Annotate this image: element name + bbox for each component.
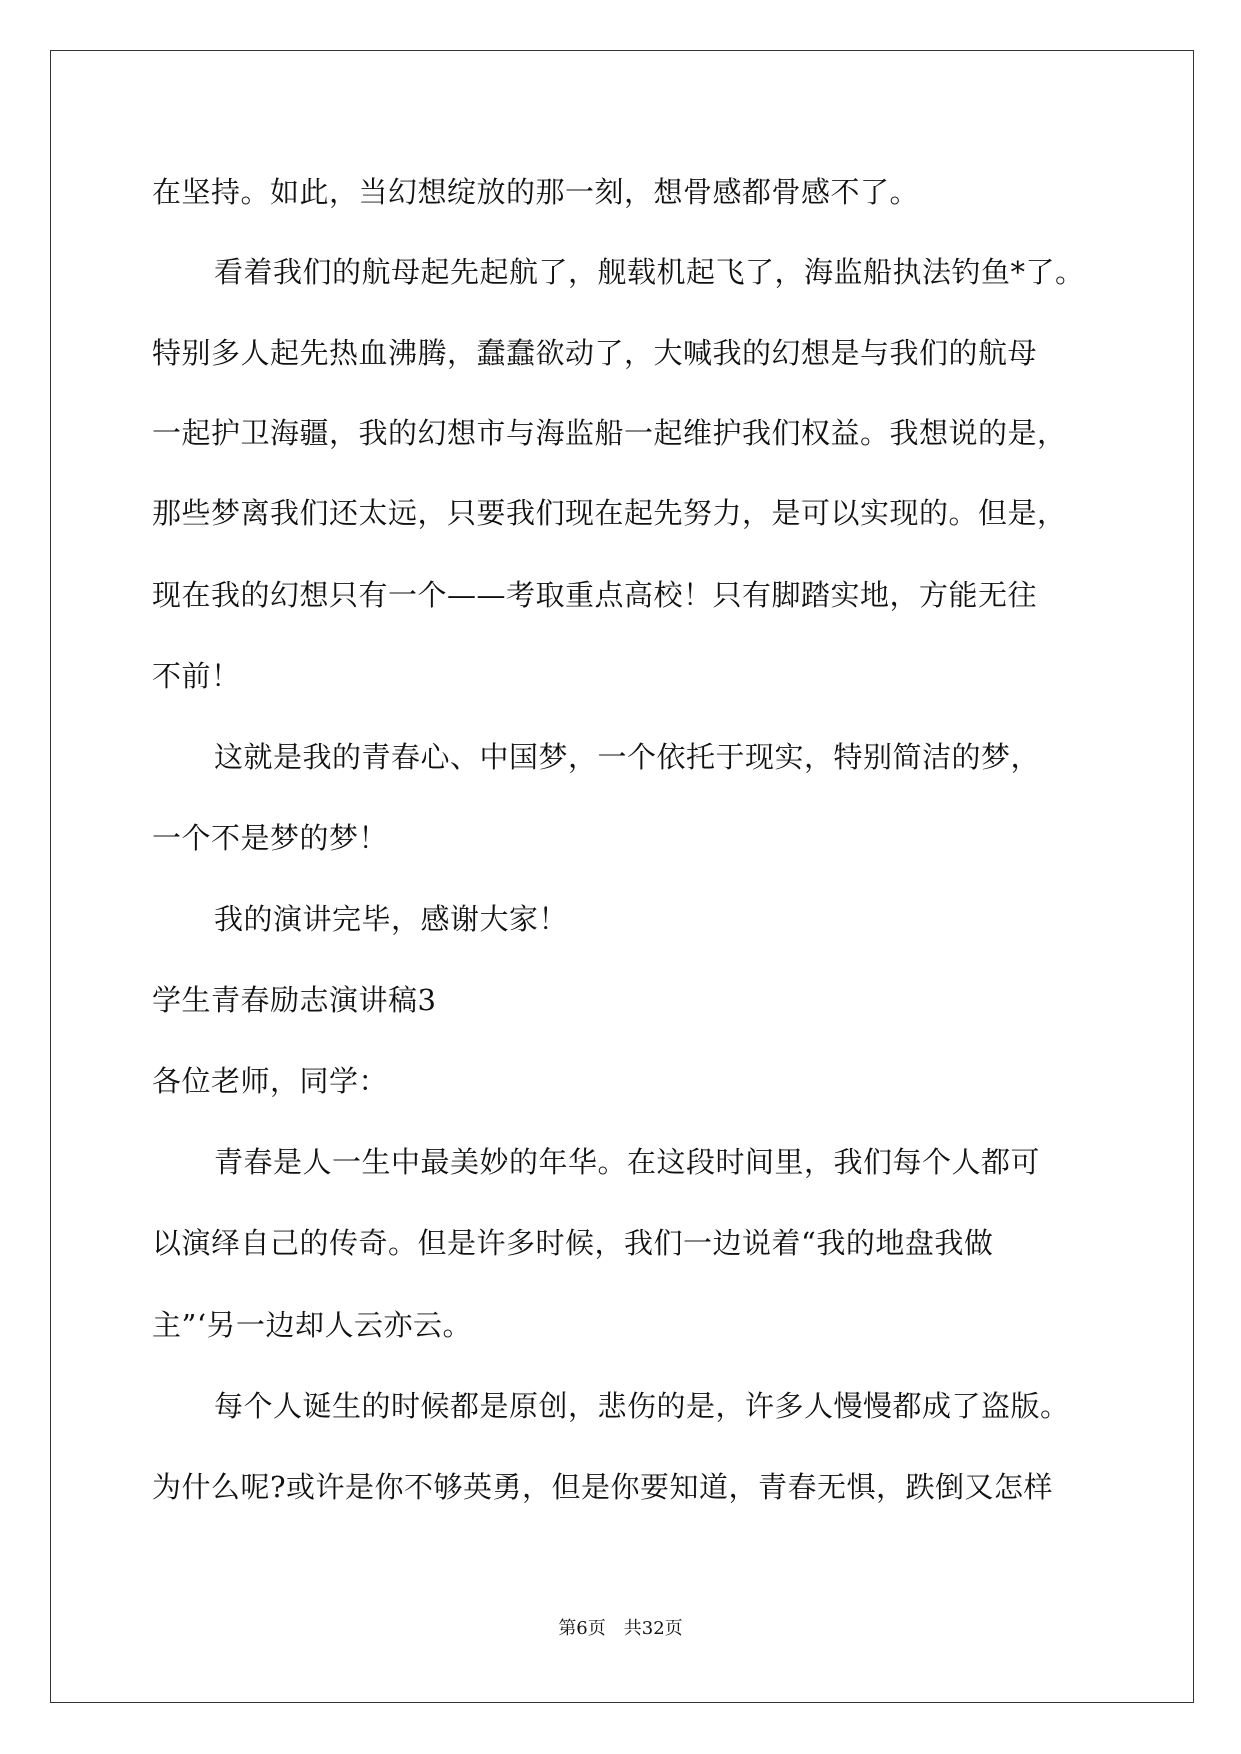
page-border [50,50,1194,1703]
text-line-17: 为什么呢?或许是你不够英勇，但是你要知道，青春无惧，跌倒又怎样 [152,1470,1054,1504]
text-line-15: 主”‘另一边却人云亦云。 [152,1308,473,1342]
text-line-9: 一个不是梦的梦！ [152,821,389,855]
text-line-10: 我的演讲完毕，感谢大家！ [214,902,569,936]
text-line-14: 以演绎自己的传奇。但是许多时候，我们一边说着“我的地盘我做 [152,1226,994,1260]
text-line-13: 青春是人一生中最美妙的年华。在这段时间里，我们每个人都可 [214,1145,1041,1179]
total-pages: 共32页 [623,1618,683,1639]
page-footer [0,1617,1241,1641]
salutation-line: 各位老师，同学： [152,1064,389,1098]
text-line-1: 在坚持。如此，当幻想绽放的那一刻，想骨感都骨感不了。 [152,175,920,209]
text-line-7: 不前！ [152,659,241,693]
text-line-5: 那些梦离我们还太远，只要我们现在起先努力，是可以实现的。但是， [152,496,1067,530]
text-line-3: 特别多人起先热血沸腾，蠢蠢欲动了，大喊我的幻想是与我们的航母 [152,336,1038,370]
text-line-16: 每个人诞生的时候都是原创，悲伤的是，许多人慢慢都成了盗版。 [214,1389,1070,1423]
text-line-6: 现在我的幻想只有一个——考取重点高校！只有脚踏实地，方能无往 [152,578,1038,612]
section-heading: 学生青春励志演讲稿3 [152,983,437,1017]
page-number: 第6页 [558,1618,606,1639]
text-line-8: 这就是我的青春心、中国梦，一个依托于现实，特别简洁的梦， [214,740,1041,774]
text-line-2: 看着我们的航母起先起航了，舰载机起飞了，海监船执法钓鱼*了。 [214,255,1085,289]
text-line-4: 一起护卫海疆，我的幻想市与海监船一起维护我们权益。我想说的是， [152,416,1067,450]
